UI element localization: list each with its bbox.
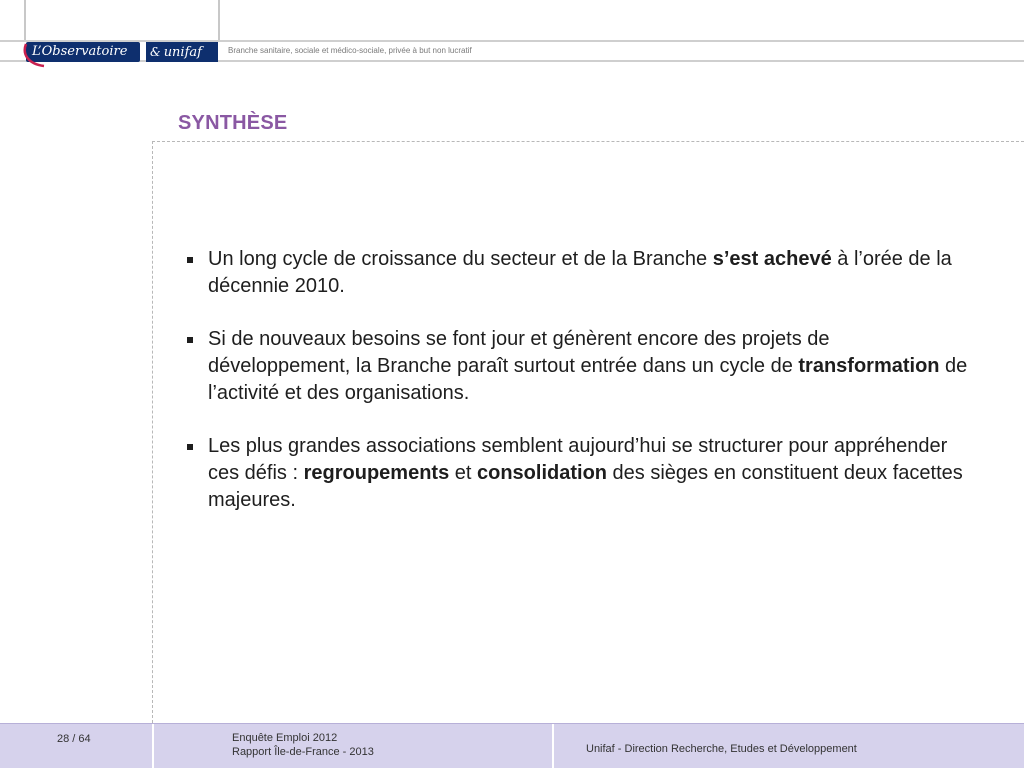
bullet-text: à l’orée de la décennie 2010. — [208, 248, 952, 297]
bullet-text: et — [449, 462, 477, 484]
bullet-text: Un long cycle de croissance du secteur et de la Branche — [208, 248, 713, 270]
bullet-text: des sièges en constituent deux facettes majeures. — [208, 462, 963, 511]
unifaf-logo-text: unifaf — [163, 45, 202, 60]
header-divider-right — [218, 0, 220, 40]
bullet-emphasis: transformation — [798, 355, 940, 377]
organization-label: Unifaf - Direction Recherche, Etudes et Développement — [586, 743, 857, 755]
unifaf-logo — [146, 42, 218, 62]
bullet-item — [186, 433, 976, 514]
page-title: SYNTHÈSE — [178, 112, 288, 134]
footer-separator — [552, 724, 554, 769]
footer-separator — [152, 724, 154, 769]
bullet-emphasis: consolidation — [477, 462, 607, 484]
header-divider-left — [24, 0, 26, 40]
report-subtitle: Rapport Île-de-France - 2013 — [232, 746, 374, 758]
bullet-emphasis: regroupements — [303, 462, 450, 484]
footer-bar — [0, 723, 1024, 768]
header-tagline: Branche sanitaire, sociale et médico-sociale, privée à but non lucratif — [228, 46, 472, 55]
bullet-square-icon — [187, 257, 193, 263]
bullet-item — [186, 326, 976, 407]
observatoire-logo-text: L’Observatoire — [32, 44, 128, 59]
bullet-square-icon — [187, 444, 193, 450]
bullet-text: Les plus grandes associations semblent aujourd’hui se structurer pour appréhender ces défis : — [208, 435, 948, 484]
report-info — [232, 731, 374, 759]
synthesis-bullet-list — [186, 246, 976, 540]
bullet-text: Si de nouveaux besoins se font jour et génèrent encore des projets de développement, la Branche paraît surtout entrée dans un cycle de — [208, 328, 830, 377]
bullet-square-icon — [187, 337, 193, 343]
title-divider — [152, 141, 1024, 142]
bullet-item — [186, 246, 976, 300]
content-guide-line — [152, 141, 153, 723]
observatoire-swoosh-icon — [22, 40, 52, 68]
page-number: 28 / 64 — [57, 733, 91, 745]
unifaf-logo-amp: & — [150, 45, 161, 59]
report-title: Enquête Emploi 2012 — [232, 732, 338, 744]
bullet-text: de l’activité et des organisations. — [208, 355, 968, 404]
bullet-emphasis: s’est achevé — [712, 248, 832, 270]
